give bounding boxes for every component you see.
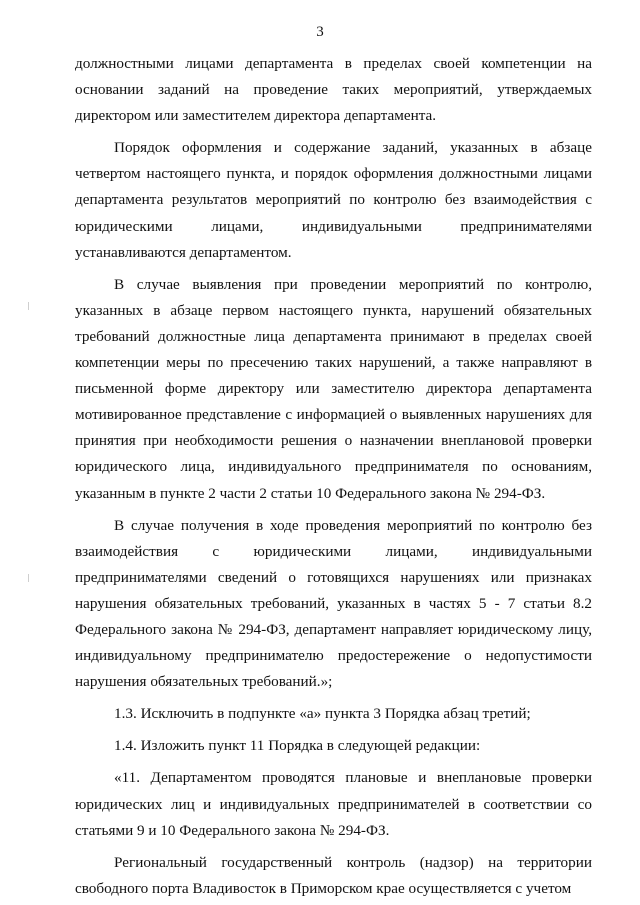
- paragraph-point-11: «11. Департаментом проводятся плановые и внеплановые проверки юридических лиц и индивидуальных предпринимателей в соответствии со статьями 9 и 10 Федерального закона № 294-ФЗ.: [75, 769, 592, 839]
- paragraph-item-1-3: 1.3. Исключить в подпункте «а» пункта 3 Порядка абзац третий;: [114, 705, 531, 723]
- paragraph-task-procedure: Порядок оформления и содержание заданий, указанных в абзаце четвертом настоящего пункта, и порядок оформления должностными лицами департамента результатов мероприятий по контролю без взаимодействия с юридическими лицами, индивидуальными предпринимателями устанавливаются департаментом.: [75, 139, 592, 261]
- paragraph-continuation: должностными лицами департамента в пределах своей компетенции на основании заданий на проведение таких мероприятий, утверждаемых директором или заместителем директора департамента.: [75, 55, 592, 125]
- paragraph-warning-notice: В случае получения в ходе проведения мероприятий по контролю без взаимодействия с юридическими лицами, индивидуальными предпринимателями сведений о готовящихся нарушениях или признаках нарушения обязательных требований, указанных в частях 5 - 7 статьи 8.2 Федерального закона № 294-ФЗ, департамент направляет юридическому лицу, индивидуальному предпринимателю предостережение о недопустимости нарушения обязательных требований.»;: [75, 516, 592, 691]
- page-number: 3: [316, 24, 324, 40]
- scan-artifact-mark: [28, 574, 29, 582]
- paragraph-item-1-4: 1.4. Изложить пункт 11 Порядка в следующей редакции:: [114, 737, 481, 755]
- paragraph-regional-control: Региональный государственный контроль (надзор) на территории свободного порта Владивосток в Приморском крае осуществляется с учетом: [75, 853, 592, 897]
- scan-artifact-mark: [28, 302, 29, 310]
- paragraph-violation-detection: В случае выявления при проведении мероприятий по контролю, указанных в абзаце первом настоящего пункта, нарушений обязательных требований должностные лица департамента принимают в пределах своей компетенции меры по пресечению таких нарушений, а также направляют в письменной форме директору или заместителю директора департамента мотивированное представление с информацией о выявленных нарушениях для принятия при необходимости решения о назначении внеплановой проверки юридического лица, индивидуального предпринимателя по основаниям, указанным в пункте 2 части 2 статьи 10 Федерального закона № 294-ФЗ.: [75, 275, 592, 502]
- document-body: [75, 51, 592, 902]
